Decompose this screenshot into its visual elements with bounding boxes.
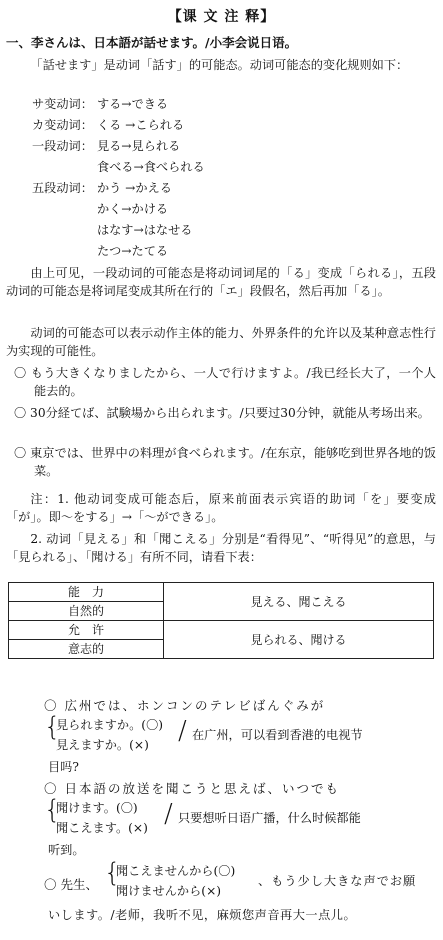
conj-row [30, 137, 207, 158]
conj-row [30, 116, 207, 137]
example-c-option: 聞こえませんから(〇) [116, 864, 236, 878]
example-b-option: 聞けます。(〇) [56, 801, 138, 815]
conj-label: 一段动词： [32, 139, 93, 153]
table-cell-top: 見える、聞こえる [164, 583, 434, 621]
conj-text: くる →こられる [96, 118, 185, 132]
slash-icon: / [164, 799, 173, 829]
brace-icon: { [104, 858, 121, 888]
table-cell-bottom: 見られる、聞ける [164, 621, 434, 659]
example-a-lead: 〇 広州では、ホンコンのテレビばんぐみが [44, 698, 326, 713]
example-item: 〇 30分経てば、試験場から出られます。/只要过30分钟，就能从考场出来。 [14, 406, 430, 420]
conj-row [30, 200, 207, 221]
example-b-translation: 只要想听日语广播，什么时候都能 [178, 811, 361, 825]
conj-row [30, 242, 207, 263]
note-heading: 一、李さんは、日本語が話せます。/小李会说日语。 [6, 35, 298, 50]
conjugation-table [30, 95, 207, 263]
example-a-translation: 在广州，可以看到香港的电视节 [192, 728, 363, 742]
example-b-tail: 听到。 [48, 843, 85, 857]
example-c-lead: 〇 先生、 [44, 877, 98, 892]
conj-text: かう →かえる [96, 181, 172, 195]
table-row-label: 意志的 [9, 640, 164, 659]
comparison-table [8, 582, 434, 659]
conj-text: はなす→はなせる [96, 223, 193, 237]
section-title: 【课 文 注 释】 [167, 9, 276, 25]
usage-paragraph: 动词的可能态可以表示动作主体的能力、外界条件的允许以及某种意志性行为实现的可能性。 [6, 326, 436, 358]
conj-label [30, 242, 95, 263]
brace-icon: { [44, 712, 61, 742]
example-a-option: 見えますか。(×) [56, 738, 149, 752]
conj-label: サ变动词： [32, 97, 93, 111]
example-c-option: 聞けませんから(×) [116, 884, 222, 898]
example-a-tail: 目吗? [48, 760, 79, 774]
conj-label [30, 158, 95, 179]
conj-row [30, 221, 207, 242]
example-item: 〇 もう大きくなりましたから、一人で行けますよ。/我已经长大了，一个人能去的。 [14, 366, 436, 398]
example-a-option: 見られますか。(〇) [56, 718, 164, 732]
conj-text: たつ→たてる [96, 244, 169, 258]
conj-row [30, 179, 207, 200]
table-row-label: 允 许 [9, 621, 164, 640]
example-b-lead: 〇 日本語の放送を聞こうと思えば、いつでも [44, 781, 340, 796]
conj-row [30, 158, 207, 179]
conj-label [30, 200, 95, 221]
conj-label: カ变动词： [32, 118, 93, 132]
table-row-label: 自然的 [9, 602, 164, 621]
intro-paragraph: 「話せます」是动词「話す」的可能态。动词可能态的变化规则如下： [30, 58, 409, 72]
conj-label: 五段动词： [32, 181, 93, 195]
conj-row [30, 95, 207, 116]
slash-icon: / [178, 716, 187, 746]
conj-label [30, 221, 95, 242]
example-item: 〇 東京では、世界中の料理が食べられます。/在东京，能够吃到世界各地的饭菜。 [14, 446, 436, 478]
note-one: 注：1. 他动词变成可能态后，原来前面表示宾语的助词「を」要变成「が」。即～をする」→「～ができる」。 [6, 492, 436, 524]
conj-text: する→できる [96, 97, 169, 111]
conj-text: 見る→見られる [96, 139, 181, 153]
conj-text: かく→かける [96, 202, 169, 216]
conj-text: 食べる→食べられる [96, 160, 205, 174]
brace-icon: { [44, 795, 61, 825]
example-c-tail: いします。/老师，我听不见，麻烦您声音再大一点儿。 [48, 908, 357, 922]
explanation-paragraph: 由上可见，一段动词的可能态是将动词词尾的「る」变成「られる」，五段动词的可能态是将词尾变成其所在行的「エ」段假名，然后再加「る」。 [6, 266, 436, 298]
example-b-option: 聞こえます。(×) [56, 821, 148, 835]
note-two: 2. 动词「見える」和「聞こえる」分别是“看得见”、“听得见”的意思，与「見られる」、「聞ける」有所不同，请看下表： [6, 532, 436, 564]
table-row-label: 能 力 [9, 583, 164, 602]
example-c-continuation: 、もう少し大きな声でお願 [258, 874, 417, 888]
